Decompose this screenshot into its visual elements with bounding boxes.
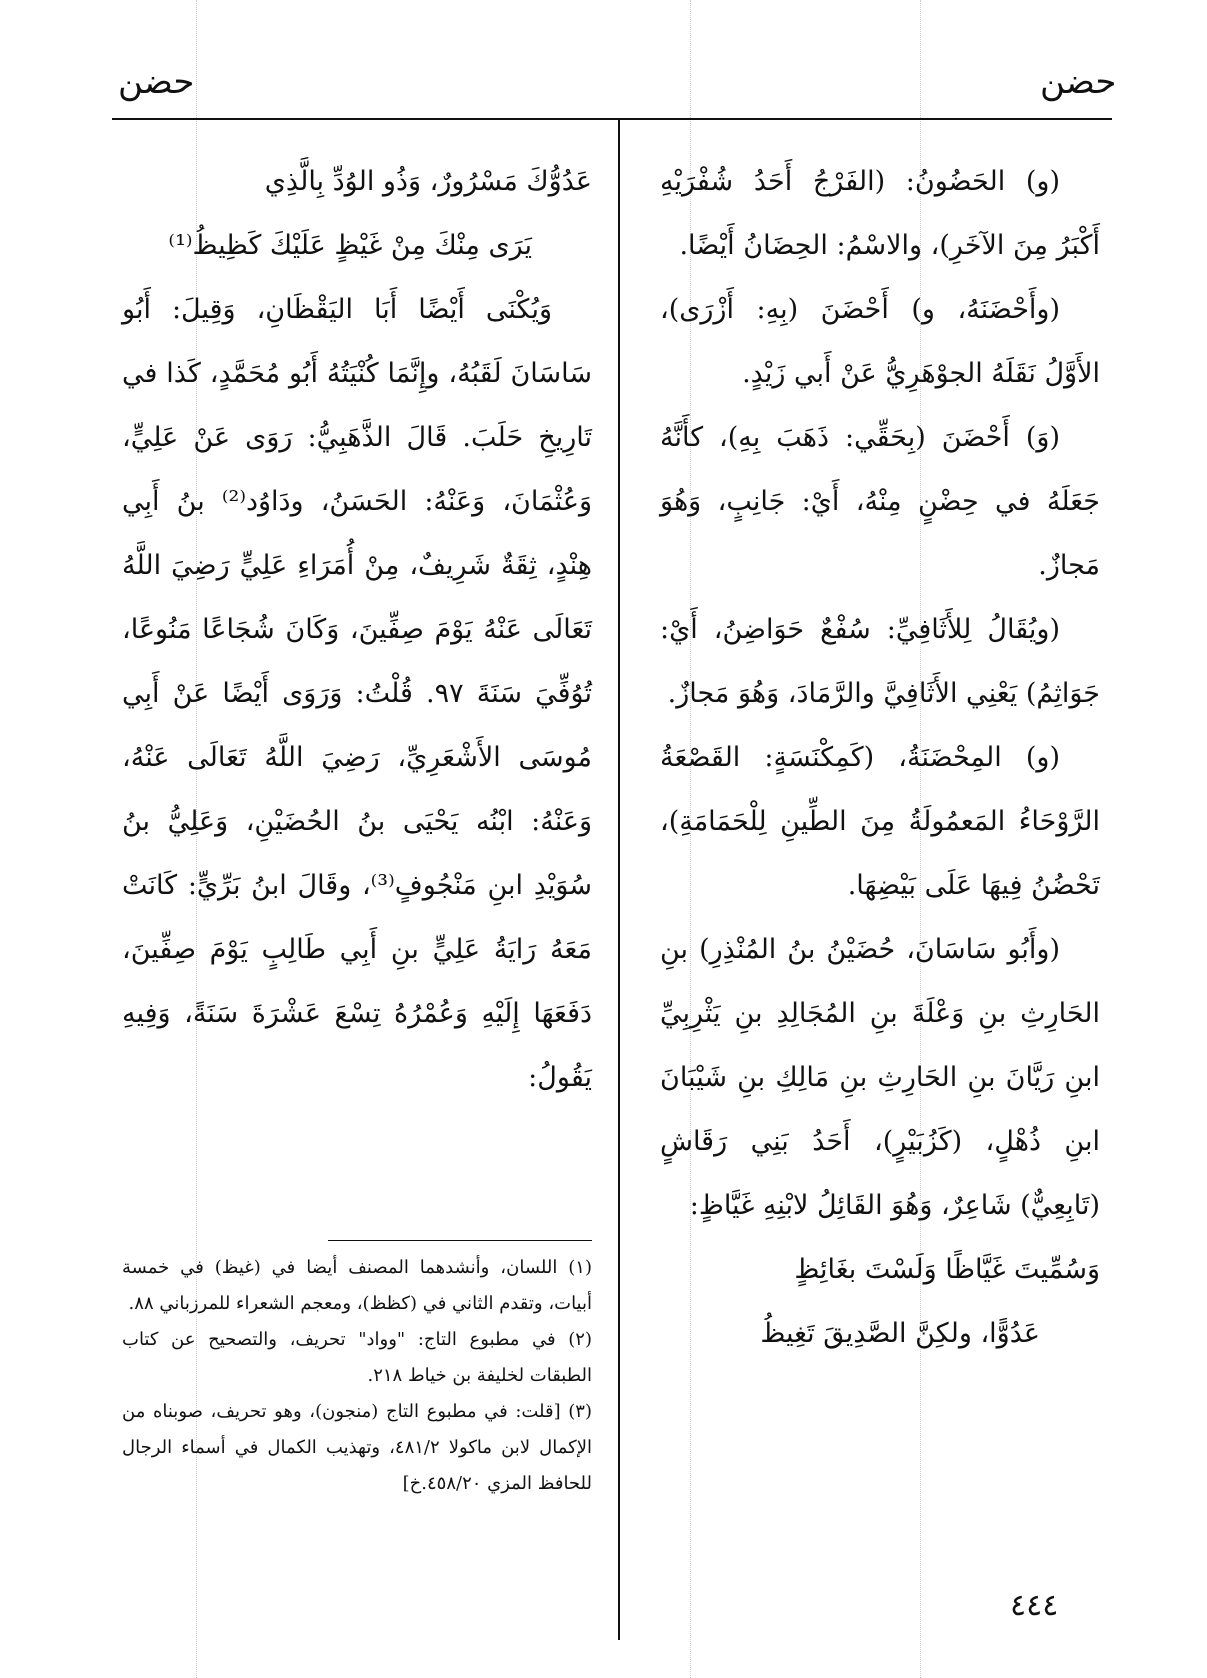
entry-paragraph: وَيُكْنَى أَيْضًا أَبَا اليَقْظَانِ، وَقِيلَ: أَبُو سَاسَانَ لَقَبُهُ، وإِنَّمَا كُنْيَتُهُ أَبُو مُحَمَّدٍ، كَذا في تَارِيخِ حَلَبَ. قَالَ الذَّهَبِيُّ: رَوَى عَنْ عَلِيٍّ، وَعُثْمَانَ، وَعَنْهُ: الحَسَنُ، ودَاوُد⁽²⁾ بنُ أَبِي هِنْدٍ، ثِقَةٌ شَرِيفٌ، مِنْ أُمَرَاءِ عَلِيٍّ رَضِيَ اللَّهُ تَعَالَى عَنْهُ يَوْمَ صِفِّينَ، وَكَانَ شُجَاعًا مَنُوعًا، تُوُفِّيَ سَنَةَ ٩٧. قُلْتُ: وَرَوَى أَيْضًا عَنْ أَبِي مُوسَى الأَشْعَرِيِّ، رَضِيَ اللَّهُ تَعَالَى عَنْهُ، وَعَنْهُ: ابْنُه يَحْيَى بنُ الحُضَيْنِ، وَعَلِيُّ بنُ سُوَيْدِ ابنِ مَنْجُوفٍ⁽³⁾، وقَالَ ابنُ بَرِّيٍّ: كَانَتْ مَعَهُ رَايَةُ عَلِيٍّ بنِ أَبِي طَالِبٍ يَوْمَ صِفِّينَ، دَفَعَهَا إِلَيْهِ وَعُمْرُهُ تِسْعَ عَشْرَةَ سَنَةً، وَفِيهِ يَقُولُ: <box>122 294 593 1093</box>
header-rule <box>112 118 1112 120</box>
entry-paragraph: (وَ) أَحْضَنَ (بِحَقِّي: ذَهَبَ بِهِ)، كأَنَّهُ جَعَلَهُ في حِضْنٍ مِنْهُ، أَيْ: جَانِبٍ، وَهُوَ مَجازٌ. <box>660 422 1100 581</box>
verse-line: عَدُوًّا، ولكِنَّ الصَّدِيقَ تَغِيظُ <box>760 1318 1040 1349</box>
footnote: (١) اللسان، وأنشدهما المصنف أيضا في (غيظ) في خمسة أبيات، وتقدم الثاني في (كظظ)، ومعجم الشعراء للمرزباني ٨٨. <box>122 1257 592 1314</box>
footnote-rule <box>328 1240 592 1241</box>
column-divider <box>618 120 620 1640</box>
footnotes <box>122 1250 592 1502</box>
right-column <box>660 150 1100 1366</box>
verse-line: يَرَى مِنْكَ مِنْ غَيْظٍ عَلَيْكَ كَظِيظُ⁽¹⁾ <box>168 230 532 261</box>
footnote: (٣) [قلت: في مطبوع التاج (منجون)، وهو تحريف، صوبناه من الإكمال لابن ماكولا ٤٨١/٢، وتهذيب الكمال في أسماء الرجال للحافظ المزي ٤٥٨/٢٠.خ] <box>122 1401 592 1494</box>
entry-paragraph: (ويُقَالُ لِلأَثَافِيِّ: سُفْعٌ حَوَاضِنُ، أَيْ: جَوَاثِمُ) يَعْنِي الأَثَافِيَّ والرَّمَادَ، وَهُوَ مَجازٌ. <box>660 614 1100 709</box>
entry-paragraph: (وأَحْضَنَهُ، و) أَحْضَنَ (بِهِ: أَزْرَى)، الأَوَّلُ نَقَلَهُ الجوْهَرِيُّ عَنْ أَبي زَيْدٍ. <box>660 294 1100 389</box>
entry-paragraph: (و) الحَضُونُ: (الفَرْجُ أَحَدُ شُفْرَيْهِ أَكْبَرُ مِنَ الآخَرِ)، والاسْمُ: الحِضَانُ أَيْضًا. <box>660 166 1100 261</box>
left-column <box>122 150 592 1110</box>
entry-paragraph: (وأَبُو سَاسَانَ، حُضَيْنُ بنُ المُنْذِرِ) بنِ الحَارِثِ بنِ وَعْلَةَ بنِ المُجَالِدِ بنِ يَثْرِبِيِّ ابنِ رَيَّانَ بنِ الحَارِثِ بنِ مَالِكِ بنِ شَيْبَانَ ابنِ ذُهْلٍ، (كَزُبَيْرٍ)، أَحَدُ بَنِي رَقَاشٍ (تَابِعِيٌّ) شَاعِرٌ، وَهُوَ القَائِلُ لابْنِهِ غَيَّاظٍ: <box>660 934 1100 1221</box>
verse-line: عَدُوُّكَ مَسْرُورٌ، وَذُو الوُدِّ بِالَّذِي <box>264 166 592 197</box>
header-right-word: حضن <box>1040 62 1117 102</box>
page-number: ٤٤٤ <box>1010 1588 1059 1623</box>
verse-line: وَسُمِّيتَ غَيَّاظًا وَلَسْتَ بغَائِظٍ <box>794 1254 1100 1285</box>
header-left-word: حضن <box>118 62 195 102</box>
footnote: (٢) في مطبوع التاج: "وواد" تحريف، والتصحيح عن كتاب الطبقات لخليفة بن خياط ٢١٨. <box>122 1329 592 1386</box>
entry-paragraph: (و) المِحْضَنَةُ، (كَمِكْنَسَةٍ: القَصْعَةُ الرَّوْحَاءُ المَعمُولَةُ مِنَ الطِّينِ لِلْحَمَامَةِ)، تَحْضُنُ فِيهَا عَلَى بَيْضِهَا. <box>660 742 1100 901</box>
